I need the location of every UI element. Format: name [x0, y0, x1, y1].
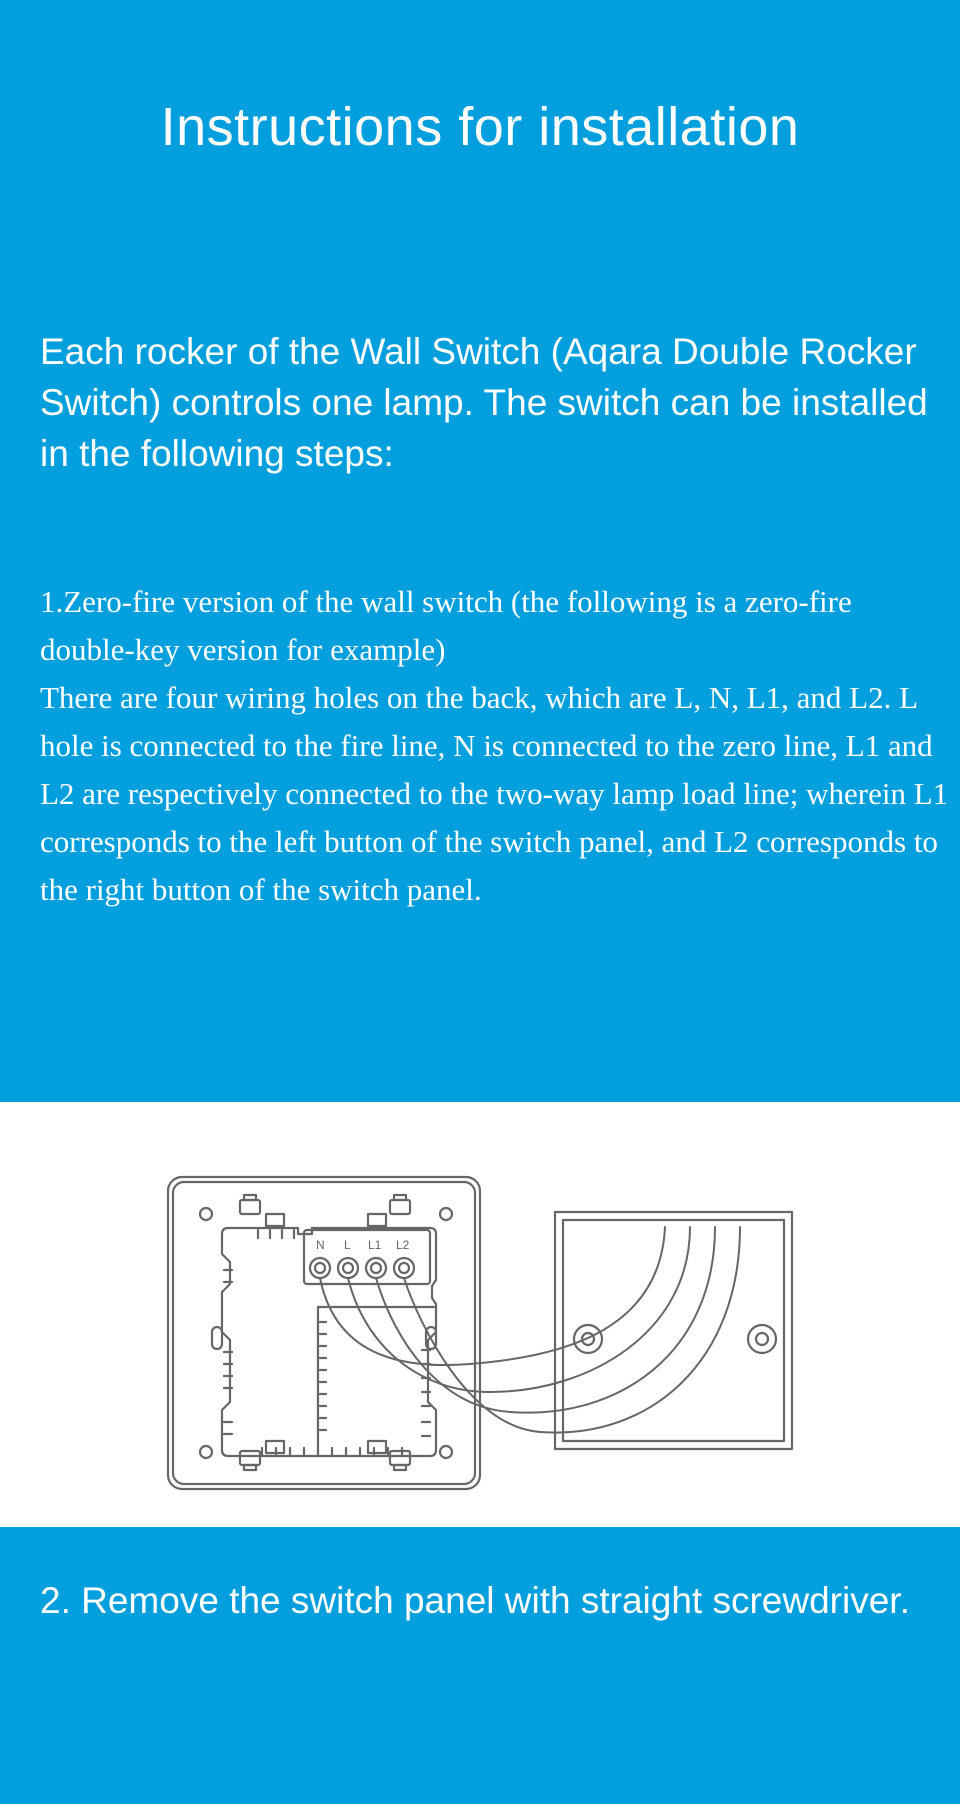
terminal-screws — [310, 1258, 414, 1278]
wiring-diagram-svg — [0, 1102, 960, 1527]
step-1-text — [40, 578, 950, 914]
terminal-label-l2: L2 — [396, 1238, 410, 1252]
terminal-label-l1: L1 — [368, 1238, 382, 1252]
step-1-body: There are four wiring holes on the back, which are L, N, L1, and L2. L hole is connected to the fire line, N is connected to the zero line, L1 and L2 are respectively connected to the two-way lamp load line; wherein L1 corresponds to the left button of the switch panel, and L2 corresponds to the right button of the switch panel. — [40, 680, 949, 907]
page-title: Instructions for installation — [160, 97, 800, 157]
bottom-section — [0, 1527, 960, 1804]
wiring-diagram — [0, 1102, 960, 1527]
intro-paragraph: Each rocker of the Wall Switch (Aqara Double Rocker Switch) controls one lamp. The switch can be installed in the following steps: — [40, 331, 928, 474]
step-1-heading: 1.Zero-fire version of the wall switch (the following is a zero-fire double-key version for example) — [40, 584, 852, 667]
junction-box-outer — [555, 1212, 792, 1449]
terminal-label-l: L — [344, 1238, 351, 1252]
step-2-text: 2. Remove the switch panel with straight screwdriver. — [40, 1580, 910, 1621]
wires — [320, 1227, 740, 1433]
junction-box-screw-right — [748, 1325, 776, 1353]
terminal-label-n: N — [316, 1238, 325, 1252]
